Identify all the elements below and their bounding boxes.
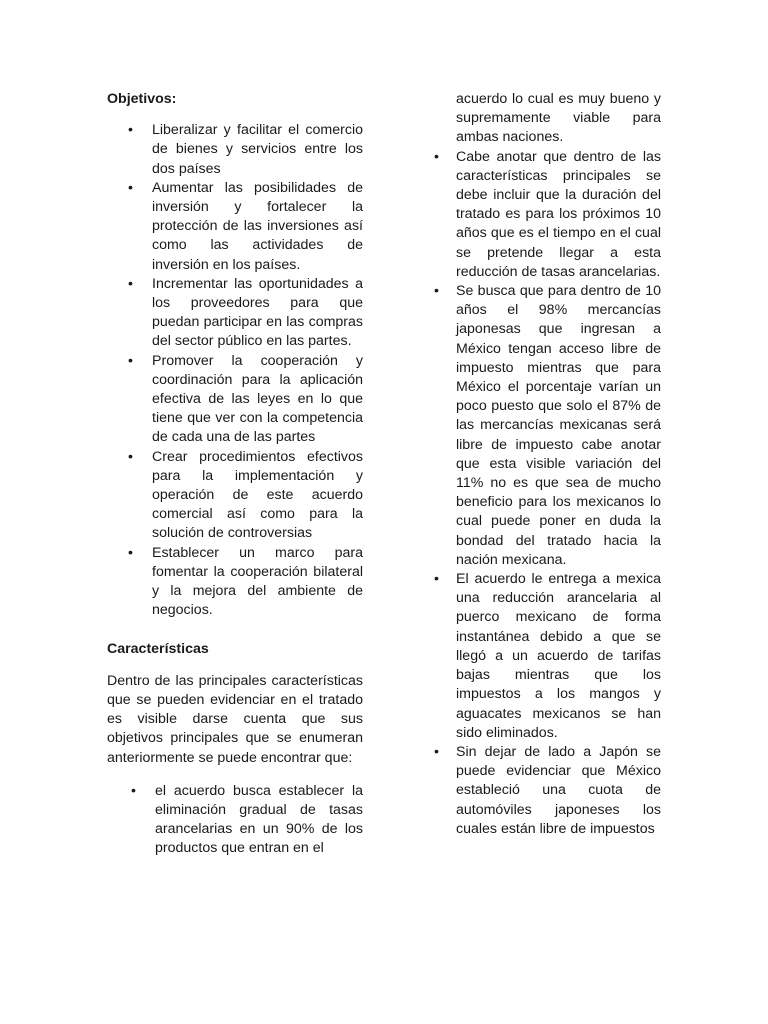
bullet-icon: • xyxy=(434,283,439,300)
list-item: • Se busca que para dentro de 10 años el 98% mercancías japonesas que ingresan a México tengan acceso libre de impuesto mientras que para México el porcentaje varían un poco puesto que solo el 87% de las mercancías mexicanas será libre de impuesto cabe anotar que esta visible variación del 11% no es que sea de mucho beneficio para los mexicanos lo cual puede poner en duda la bondad del tratado hacia la nación mexicana. xyxy=(434,283,661,568)
bullet-icon: • xyxy=(128,544,133,561)
objetivos-heading: Objetivos: xyxy=(107,91,177,107)
bullet-icon: • xyxy=(128,448,133,465)
bullet-icon: • xyxy=(128,179,133,196)
list-item: • Promover la cooperación y coordinación para la aplicación efectiva de las leyes en lo que tiene que ver con la competencia de cada una de las partes xyxy=(128,352,363,446)
list-item: • El acuerdo le entrega a mexica una reducción arancelaria al puerco mexicano de forma instantánea debido a que se llegó a un acuerdo de tarifas bajas mientras que los impuestos a los mangos y aguacates mexicanos se han sido eliminados. xyxy=(434,571,661,741)
right-list xyxy=(431,90,661,839)
list-item: • Sin dejar de lado a Japón se puede evidenciar que México estableció una cuota de automóviles japoneses los cuales están libre de impuestos xyxy=(434,743,661,837)
list-item: • Cabe anotar que dentro de las características principales se debe incluir que la duración del tratado es para los próximos 10 años que es el tiempo en el cual se pretende llegar a esta reducción de tasas arancelarias. xyxy=(434,148,661,280)
bullet-icon: • xyxy=(128,275,133,292)
objetivos-list xyxy=(107,121,363,620)
left-column xyxy=(107,90,363,859)
caracteristicas-intro: Dentro de las principales características que se pueden evidenciar en el tratado es visible darse cuenta que sus objetivos principales que se enumeran anteriormente se puede encontrar que: xyxy=(107,672,363,766)
list-item: • el acuerdo busca establecer la eliminación gradual de tasas arancelarias en un 90% de los productos que entran en el xyxy=(131,782,363,857)
caracteristicas-list xyxy=(107,782,363,859)
list-item-continuation: acuerdo lo cual es muy bueno y supremamente viable para ambas naciones. xyxy=(456,91,661,146)
list-item: • Aumentar las posibilidades de inversión y fortalecer la protección de las inversiones así como las actividades de inversión en los países. xyxy=(128,179,363,273)
bullet-icon: • xyxy=(128,352,133,369)
bullet-icon: • xyxy=(434,571,439,588)
bullet-icon: • xyxy=(131,782,136,799)
bullet-icon: • xyxy=(128,122,133,139)
list-item: • Liberalizar y facilitar el comercio de bienes y servicios entre los dos países xyxy=(128,122,363,177)
list-item: • Establecer un marco para fomentar la cooperación bilateral y la mejora del ambiente de negocios. xyxy=(128,544,363,619)
right-column xyxy=(431,90,661,839)
list-item: • Crear procedimientos efectivos para la implementación y operación de este acuerdo comercial así como para la solución de controversias xyxy=(128,448,363,542)
bullet-icon: • xyxy=(434,743,439,760)
bullet-icon: • xyxy=(434,148,439,165)
list-item: • Incrementar las oportunidades a los proveedores para que puedan participar en las compras del sector público en las partes. xyxy=(128,275,363,350)
caracteristicas-heading: Características xyxy=(107,641,209,658)
